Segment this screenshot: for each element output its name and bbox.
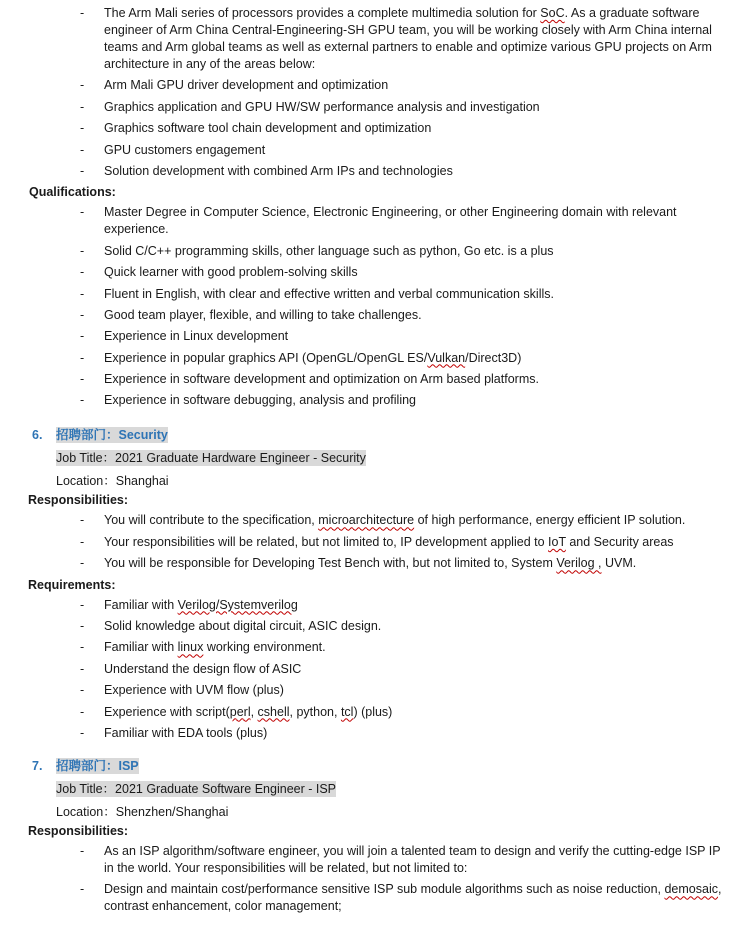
list-item-text: of high performance, energy efficient IP solution.: [414, 513, 686, 528]
list-item: [0, 392, 750, 409]
list-item-text: Design and maintain cost/performance sensitive ISP sub module algorithms such as noise reduction,: [104, 882, 665, 897]
list-item-text: Master Degree in Computer Science, Electronic Engineering, or other Engineering domain with relevant experience.: [104, 205, 677, 237]
list-item-text: Experience in software debugging, analysis and profiling: [104, 393, 416, 408]
section-6-responsibilities-list: [0, 512, 750, 572]
list-item: [0, 725, 750, 742]
list-item-text: Experience in Linux development: [104, 329, 289, 344]
spellcheck-flagged-word: linux: [177, 640, 204, 655]
list-item: [0, 534, 750, 551]
list-item: [0, 264, 750, 281]
list-item: [0, 881, 750, 915]
list-item-text: Quick learner with good problem-solving skills: [104, 265, 358, 280]
section-6-job-title: Job Title：2021 Graduate Hardware Engineer - Security: [56, 451, 366, 466]
list-item-text: Arm Mali GPU driver development and optimization: [104, 78, 389, 93]
list-item-text: Experience with UVM flow (plus): [104, 683, 284, 698]
qualifications-list: [0, 204, 750, 409]
list-item-text: and Security areas: [565, 534, 674, 549]
list-item-text: UVM.: [601, 556, 637, 571]
list-item: [0, 5, 750, 73]
section-6-title: [0, 425, 750, 445]
list-item-text: , contrast enhancement, color management;: [104, 882, 722, 914]
list-item: [0, 371, 750, 388]
list-item-text: Fluent in English, with clear and effective written and verbal communication skills.: [104, 286, 554, 301]
spellcheck-flagged-word: Verilog ,: [556, 556, 602, 571]
list-item-text: Solid knowledge about digital circuit, ASIC design.: [104, 619, 382, 634]
section-7-job-title: Job Title：2021 Graduate Software Engineer - ISP: [56, 781, 337, 796]
list-item: [0, 77, 750, 94]
spellcheck-flagged-word: cshell: [257, 704, 290, 719]
list-item: [0, 243, 750, 260]
list-item-text: Experience in popular graphics API (OpenGL/OpenGL ES/: [104, 350, 428, 365]
qualifications-heading: Qualifications:: [29, 185, 116, 200]
list-item: [0, 142, 750, 159]
spellcheck-flagged-word: Vulkan: [427, 350, 466, 365]
list-item-text: /Direct3D): [465, 350, 522, 365]
spellcheck-flagged-word: IoT: [548, 534, 566, 549]
section-7-responsibilities-heading: Responsibilities:: [28, 823, 129, 838]
list-item: [0, 328, 750, 345]
list-item-text: Graphics application and GPU HW/SW performance analysis and investigation: [104, 99, 540, 114]
spellcheck-flagged-word: Verilog/Systemverilog: [177, 597, 298, 612]
list-item: [0, 618, 750, 635]
section-7-location: Location：Shenzhen/Shanghai: [56, 804, 229, 819]
list-item-text: Solution development with combined Arm IPs and technologies: [104, 163, 453, 178]
list-item: [0, 204, 750, 238]
spellcheck-flagged-word: perl: [229, 704, 251, 719]
section-6-requirements-list: [0, 597, 750, 742]
list-item: [0, 704, 750, 721]
list-item: [0, 120, 750, 137]
list-item-text: Familiar with: [104, 597, 178, 612]
list-item-text: Experience with script(: [104, 704, 230, 719]
list-item-text: Graphics software tool chain development and optimization: [104, 121, 432, 136]
section-6-number: 6.: [32, 428, 43, 443]
list-item-text: ) (plus): [353, 704, 393, 719]
spellcheck-flagged-word: tcl: [340, 704, 354, 719]
list-item-text: Solid C/C++ programming skills, other language such as python, Go etc. is a plus: [104, 243, 554, 258]
list-item-text: Experience in software development and optimization on Arm based platforms.: [104, 372, 539, 387]
list-item: [0, 682, 750, 699]
intro-list: [0, 5, 750, 180]
list-item: [0, 843, 750, 877]
list-item: [0, 286, 750, 303]
list-item-text: The Arm Mali series of processors provides a complete multimedia solution for: [104, 6, 541, 20]
section-6-requirements-heading: Requirements:: [28, 577, 116, 592]
section-7-title: [0, 756, 750, 776]
list-item: [0, 512, 750, 529]
list-item: [0, 555, 750, 572]
list-item-text: You will contribute to the specification,: [104, 513, 319, 528]
list-item-text: . As a graduate software engineer of Arm China Central-Engineering-SH GPU team, you will be working closely with Arm China internal teams and Arm global teams as well as external partners to enable and optimize various GPU projects on Arm architecture in any of the areas below:: [104, 6, 712, 71]
list-item-text: Familiar with: [104, 640, 178, 655]
list-item-text: working environment.: [203, 640, 326, 655]
list-item: [0, 597, 750, 614]
list-item: [0, 661, 750, 678]
list-item-text: Your responsibilities will be related, but not limited to, IP development applied to: [104, 534, 549, 549]
list-item-text: Good team player, flexible, and willing to take challenges.: [104, 307, 422, 322]
list-item-text: You will be responsible for Developing Test Bench with, but not limited to, System: [104, 556, 557, 571]
list-item: [0, 639, 750, 656]
list-item: [0, 307, 750, 324]
list-item-text: , python,: [289, 704, 341, 719]
list-item: [0, 350, 750, 367]
section-6-department: 招聘部门：Security: [56, 428, 168, 443]
section-7-department: 招聘部门：ISP: [56, 758, 139, 773]
list-item: [0, 163, 750, 180]
section-6-location: Location：Shanghai: [56, 474, 169, 489]
section-6-responsibilities-heading: Responsibilities:: [28, 493, 129, 508]
section-7-number: 7.: [32, 758, 43, 773]
list-item-text: As an ISP algorithm/software engineer, you will join a talented team to design and verify the cutting-edge ISP IP in the world. Your responsibilities will be related, but not limited to:: [104, 843, 721, 875]
list-item-text: Understand the design flow of ASIC: [104, 661, 302, 676]
spellcheck-flagged-word: demosaic: [664, 882, 718, 897]
list-item-text: ,: [250, 704, 258, 719]
spellcheck-flagged-word: SoC: [540, 6, 565, 20]
list-item-text: GPU customers engagement: [104, 142, 266, 157]
spellcheck-flagged-word: microarchitecture: [318, 513, 415, 528]
list-item-text: Familiar with EDA tools (plus): [104, 725, 268, 740]
section-7-responsibilities-list: [0, 843, 750, 915]
list-item: [0, 99, 750, 116]
